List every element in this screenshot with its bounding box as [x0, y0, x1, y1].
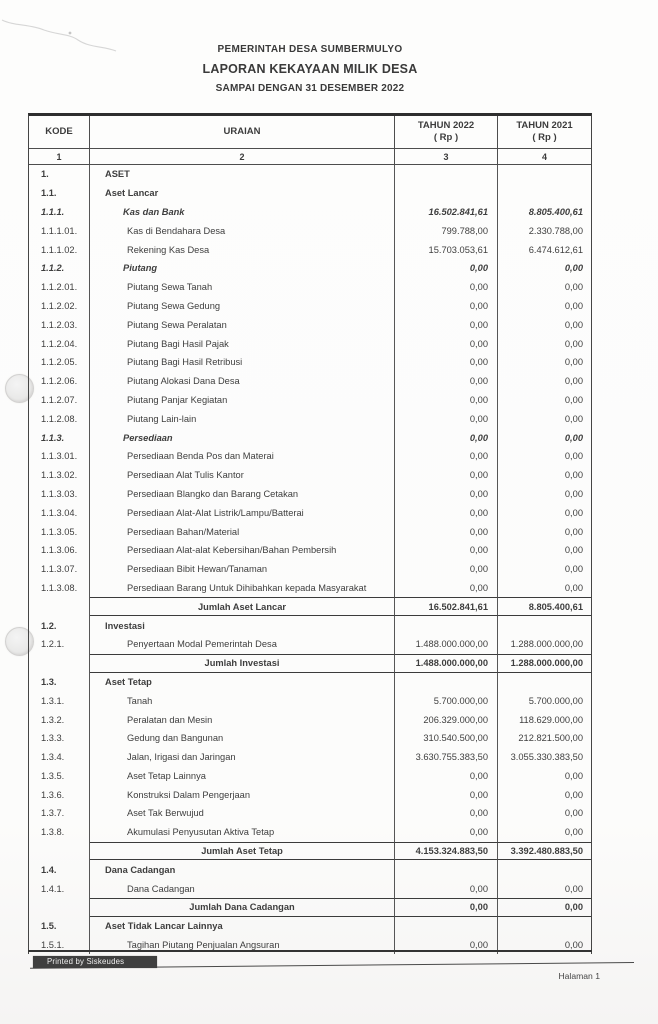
table-row: [29, 503, 591, 522]
cell-kode: 1.2.1.: [29, 635, 90, 654]
cell-kode: 1.1.3.: [29, 428, 90, 447]
header-2022-year: TAHUN 2022: [417, 120, 475, 131]
table-row: [29, 278, 591, 297]
cell-value-2021: 6.474.612,61: [528, 244, 583, 255]
cell-uraian: Tanah: [90, 691, 395, 710]
cell-value-2021: 3.055.330.383,50: [510, 752, 583, 763]
cell-uraian: Dana Cadangan: [90, 860, 395, 879]
column-number-row: [29, 149, 591, 165]
cell-uraian: Persediaan Barang Untuk Dihibahkan kepada Masyarakat: [90, 579, 395, 598]
table-row: [29, 315, 591, 334]
cell-uraian: Persediaan Blangko dan Barang Cetakan: [90, 485, 395, 504]
table-row: [29, 353, 591, 372]
cell-kode: 1.2.: [29, 616, 90, 635]
table-row: [29, 297, 591, 316]
header-tahun-2021: [498, 116, 591, 149]
org-title: PEMERINTAH DESA SUMBERMULYO: [217, 44, 403, 55]
cell-kode: 1.1.2.02.: [29, 297, 90, 316]
table-row: [29, 259, 591, 278]
cell-value-2021: 5.700.000,00: [528, 695, 583, 706]
cell-value-2022: 0,00: [395, 879, 498, 898]
cell-uraian: Piutang Sewa Peralatan: [90, 315, 395, 334]
cell-kode: 1.3.3.: [29, 729, 90, 748]
cell-value-2021: 0,00: [564, 394, 583, 405]
table-row: [29, 767, 591, 786]
cell-value-2022: [395, 917, 498, 936]
cell-value-2022: 0,00: [395, 353, 498, 372]
cell-value-2021: 0,00: [564, 545, 583, 556]
table-row: [29, 447, 591, 466]
cell-value-2021: 0,00: [564, 300, 583, 311]
cell-value-2021: 0,00: [564, 432, 583, 443]
cell-uraian: Persediaan Bahan/Material: [90, 522, 395, 541]
cell-uraian: Investasi: [90, 616, 395, 635]
table-row: [29, 560, 591, 579]
cell-value-2022: 0,00: [395, 823, 498, 842]
cell-uraian: Persediaan: [90, 428, 395, 447]
cell-kode: 1.3.: [29, 673, 90, 692]
cell-value-2022: 0,00: [395, 391, 498, 410]
header-tahun-2022: [395, 116, 498, 149]
table-row: [29, 616, 591, 635]
cell-value-2022: 0,00: [395, 466, 498, 485]
cell-uraian: ASET: [90, 165, 395, 184]
cell-value-2022: [395, 184, 498, 203]
cell-uraian: Piutang Panjar Kegiatan: [90, 391, 395, 410]
table-row: [29, 428, 591, 447]
cell-value-2022: 0,00: [395, 297, 498, 316]
cell-value-2021: 1.288.000.000,00: [510, 639, 583, 650]
cell-uraian: Persediaan Alat-alat Kebersihan/Bahan Pembersih: [90, 541, 395, 560]
cell-uraian: Persediaan Alat-Alat Listrik/Lampu/Batterai: [90, 503, 395, 522]
cell-uraian: Piutang Lain-lain: [90, 409, 395, 428]
cell-uraian: Aset Lancar: [90, 184, 395, 203]
col-number-1: 1: [29, 149, 90, 165]
cell-uraian: Dana Cadangan: [90, 879, 395, 898]
cell-value-2021: [498, 184, 591, 203]
cell-uraian: Persediaan Benda Pos dan Materai: [90, 447, 395, 466]
table-row: [29, 691, 591, 710]
cell-value-2022: 206.329.000,00: [395, 710, 498, 729]
header-uraian: [90, 116, 395, 149]
table-row: [29, 654, 591, 673]
cell-value-2021: 0,00: [498, 898, 591, 917]
cell-value-2021: 0,00: [564, 940, 583, 951]
cell-kode: 1.1.2.: [29, 259, 90, 278]
cell-uraian: Persediaan Alat Tulis Kantor: [90, 466, 395, 485]
cell-value-2021: 3.392.480.883,50: [498, 842, 591, 861]
cell-kode: 1.3.1.: [29, 691, 90, 710]
cell-kode: 1.1.3.08.: [29, 579, 90, 598]
cell-value-2021: 0,00: [564, 507, 583, 518]
cell-kode: 1.3.5.: [29, 767, 90, 786]
cell-value-2021: 0,00: [564, 564, 583, 575]
cell-uraian: Aset Tetap: [90, 673, 395, 692]
cell-value-2022: 0,00: [395, 334, 498, 353]
cell-value-2022: 0,00: [395, 767, 498, 786]
header-2021-unit: ( Rp ): [532, 132, 557, 143]
cell-kode: 1.1.1.02.: [29, 240, 90, 259]
table-row: [29, 485, 591, 504]
table-row: [29, 203, 591, 222]
cell-value-2022: 0,00: [395, 315, 498, 334]
cell-value-2022: 0,00: [395, 259, 498, 278]
cell-kode: 1.1.1.01.: [29, 221, 90, 240]
cell-value-2022: 799.788,00: [395, 221, 498, 240]
table-row: [29, 860, 591, 879]
table-row: [29, 372, 591, 391]
cell-uraian: Peralatan dan Mesin: [90, 710, 395, 729]
cell-uraian: Aset Tetap Lainnya: [90, 767, 395, 786]
table-row: [29, 917, 591, 936]
header-2022-unit: ( Rp ): [433, 132, 459, 143]
cell-value-2021: 0,00: [564, 827, 583, 838]
table-row: [29, 748, 591, 767]
cell-value-2021: 118.629.000,00: [519, 714, 583, 725]
col-number-4: 4: [498, 149, 591, 165]
cell-uraian: Aset Tak Berwujud: [90, 804, 395, 823]
cell-uraian: Piutang Bagi Hasil Retribusi: [90, 353, 395, 372]
cell-uraian: Piutang: [90, 259, 395, 278]
table-row: [29, 635, 591, 654]
cell-value-2022: [395, 616, 498, 635]
cell-uraian: Jumlah Dana Cadangan: [90, 898, 395, 917]
cell-value-2021: 0,00: [564, 526, 583, 537]
cell-value-2021: 0,00: [564, 319, 583, 330]
cell-value-2022: 0,00: [395, 898, 498, 917]
cell-uraian: Jumlah Investasi: [90, 654, 395, 673]
col-number-3: 3: [395, 149, 498, 165]
cell-value-2022: 0,00: [395, 428, 498, 447]
cell-value-2022: [395, 165, 498, 184]
cell-value-2022: 0,00: [395, 936, 498, 955]
cell-value-2022: 0,00: [395, 278, 498, 297]
cell-uraian: Persediaan Bibit Hewan/Tanaman: [90, 560, 395, 579]
table-row: [29, 334, 591, 353]
cell-value-2021: 0,00: [564, 883, 583, 894]
cell-value-2022: 0,00: [395, 785, 498, 804]
cell-kode: 1.4.: [29, 860, 90, 879]
cell-kode: 1.1.2.07.: [29, 391, 90, 410]
header-kode-label: KODE: [45, 126, 73, 137]
cell-value-2021: 0,00: [564, 376, 583, 387]
table-row: [29, 804, 591, 823]
table-row: [29, 597, 591, 616]
cell-kode: 1.5.1.: [29, 936, 90, 955]
cell-value-2021: [498, 616, 591, 635]
report-title: LAPORAN KEKAYAAN MILIK DESA: [202, 62, 418, 76]
table-row: [29, 879, 591, 898]
cell-value-2022: 310.540.500,00: [395, 729, 498, 748]
cell-kode: [29, 842, 90, 861]
cell-value-2021: 8.805.400,61: [528, 206, 583, 217]
cell-value-2022: 0,00: [395, 447, 498, 466]
cell-value-2022: 0,00: [395, 485, 498, 504]
cell-uraian: Konstruksi Dalam Pengerjaan: [90, 785, 395, 804]
cell-value-2021: 2.330.788,00: [528, 225, 583, 236]
cell-kode: 1.3.4.: [29, 748, 90, 767]
header-2021-year: TAHUN 2021: [516, 120, 573, 131]
cell-value-2022: 1.488.000.000,00: [395, 654, 498, 673]
cell-value-2022: 0,00: [395, 804, 498, 823]
table-row: [29, 240, 591, 259]
cell-kode: 1.1.2.05.: [29, 353, 90, 372]
cell-kode: 1.1.3.07.: [29, 560, 90, 579]
cell-uraian: Piutang Alokasi Dana Desa: [90, 372, 395, 391]
cell-value-2021: 0,00: [564, 413, 583, 424]
table-body: [29, 165, 591, 954]
cell-uraian: Penyertaan Modal Pemerintah Desa: [90, 635, 395, 654]
cell-kode: 1.1.2.04.: [29, 334, 90, 353]
col-number-2: 2: [90, 149, 395, 165]
cell-value-2021: 0,00: [564, 338, 583, 349]
cell-uraian: Aset Tidak Lancar Lainnya: [90, 917, 395, 936]
cell-kode: 1.3.7.: [29, 804, 90, 823]
cell-uraian: Kas di Bendahara Desa: [90, 221, 395, 240]
table-row: [29, 221, 591, 240]
table-row: [29, 785, 591, 804]
cell-kode: 1.: [29, 165, 90, 184]
cell-kode: 1.1.2.06.: [29, 372, 90, 391]
cell-value-2021: 0,00: [564, 451, 583, 462]
cell-kode: 1.1.3.01.: [29, 447, 90, 466]
cell-value-2022: 0,00: [395, 503, 498, 522]
header-uraian-label: URAIAN: [223, 126, 261, 137]
cell-value-2021: 0,00: [564, 808, 583, 819]
cell-kode: 1.1.2.01.: [29, 278, 90, 297]
cell-value-2021: 0,00: [564, 789, 583, 800]
cell-value-2021: [498, 673, 591, 692]
cell-kode: 1.1.2.08.: [29, 409, 90, 428]
cell-value-2022: 4.153.324.883,50: [395, 842, 498, 861]
cell-uraian: Piutang Bagi Hasil Pajak: [90, 334, 395, 353]
cell-kode: [29, 654, 90, 673]
table-row: [29, 541, 591, 560]
cell-uraian: Akumulasi Penyusutan Aktiva Tetap: [90, 823, 395, 842]
cell-value-2022: 0,00: [395, 579, 498, 598]
cell-kode: 1.3.6.: [29, 785, 90, 804]
cell-uraian: Piutang Sewa Tanah: [90, 278, 395, 297]
cell-value-2022: 16.502.841,61: [395, 203, 498, 222]
cell-kode: 1.1.3.02.: [29, 466, 90, 485]
cell-value-2022: 0,00: [395, 560, 498, 579]
cell-value-2021: [498, 917, 591, 936]
cell-value-2021: 0,00: [564, 263, 583, 274]
table-row: [29, 710, 591, 729]
cell-uraian: Jumlah Aset Tetap: [90, 842, 395, 861]
cell-kode: 1.4.1.: [29, 879, 90, 898]
report-header: [28, 44, 592, 94]
cell-value-2021: 0,00: [564, 470, 583, 481]
cell-uraian: Tagihan Piutang Penjualan Angsuran: [90, 936, 395, 955]
cell-kode: [29, 898, 90, 917]
cell-uraian: Gedung dan Bangunan: [90, 729, 395, 748]
table-row: [29, 898, 591, 917]
header-kode: [29, 116, 90, 149]
printed-by-badge: Printed by Siskeudes: [33, 956, 157, 968]
cell-value-2022: 5.700.000,00: [395, 691, 498, 710]
cell-value-2022: 15.703.053,61: [395, 240, 498, 259]
cell-value-2021: 0,00: [564, 282, 583, 293]
cell-kode: 1.3.8.: [29, 823, 90, 842]
table-row: [29, 842, 591, 861]
cell-kode: 1.1.: [29, 184, 90, 203]
cell-kode: 1.1.3.05.: [29, 522, 90, 541]
cell-uraian: Jalan, Irigasi dan Jaringan: [90, 748, 395, 767]
cell-value-2022: 0,00: [395, 409, 498, 428]
cell-kode: 1.3.2.: [29, 710, 90, 729]
cell-kode: [29, 597, 90, 616]
table-row: [29, 579, 591, 598]
table-row: [29, 522, 591, 541]
cell-value-2022: 1.488.000.000,00: [395, 635, 498, 654]
cell-value-2021: 0,00: [564, 357, 583, 368]
cell-value-2021: 8.805.400,61: [498, 597, 591, 616]
cell-value-2021: 1.288.000.000,00: [498, 654, 591, 673]
cell-kode: 1.5.: [29, 917, 90, 936]
cell-kode: 1.1.2.03.: [29, 315, 90, 334]
cell-uraian: Piutang Sewa Gedung: [90, 297, 395, 316]
cell-kode: 1.1.3.03.: [29, 485, 90, 504]
table-header-row: [29, 116, 591, 149]
table-row: [29, 673, 591, 692]
cell-uraian: Kas dan Bank: [90, 203, 395, 222]
cell-value-2022: 3.630.755.383,50: [395, 748, 498, 767]
cell-value-2022: [395, 673, 498, 692]
table-row: [29, 391, 591, 410]
cell-value-2022: 0,00: [395, 522, 498, 541]
cell-value-2021: [498, 165, 591, 184]
cell-value-2022: 0,00: [395, 372, 498, 391]
cell-value-2021: 212.821.500,00: [518, 733, 583, 744]
cell-value-2021: [498, 860, 591, 879]
table-page-cut-line: [28, 950, 592, 952]
asset-report-table: [28, 113, 592, 954]
cell-kode: 1.1.3.06.: [29, 541, 90, 560]
table-row: [29, 823, 591, 842]
cell-uraian: Rekening Kas Desa: [90, 240, 395, 259]
cell-value-2022: 16.502.841,61: [395, 597, 498, 616]
cell-uraian: Jumlah Aset Lancar: [90, 597, 395, 616]
table-row: [29, 729, 591, 748]
cell-value-2022: 0,00: [395, 541, 498, 560]
table-row: [29, 165, 591, 184]
cell-value-2021: 0,00: [564, 582, 583, 593]
table-row: [29, 409, 591, 428]
cell-kode: 1.1.1.: [29, 203, 90, 222]
cell-value-2022: [395, 860, 498, 879]
table-row: [29, 466, 591, 485]
page-number: Halaman 1: [558, 971, 600, 981]
cell-kode: 1.1.3.04.: [29, 503, 90, 522]
cell-value-2021: 0,00: [564, 488, 583, 499]
table-row: [29, 184, 591, 203]
cell-value-2021: 0,00: [564, 770, 583, 781]
report-period: SAMPAI DENGAN 31 DESEMBER 2022: [215, 83, 405, 94]
